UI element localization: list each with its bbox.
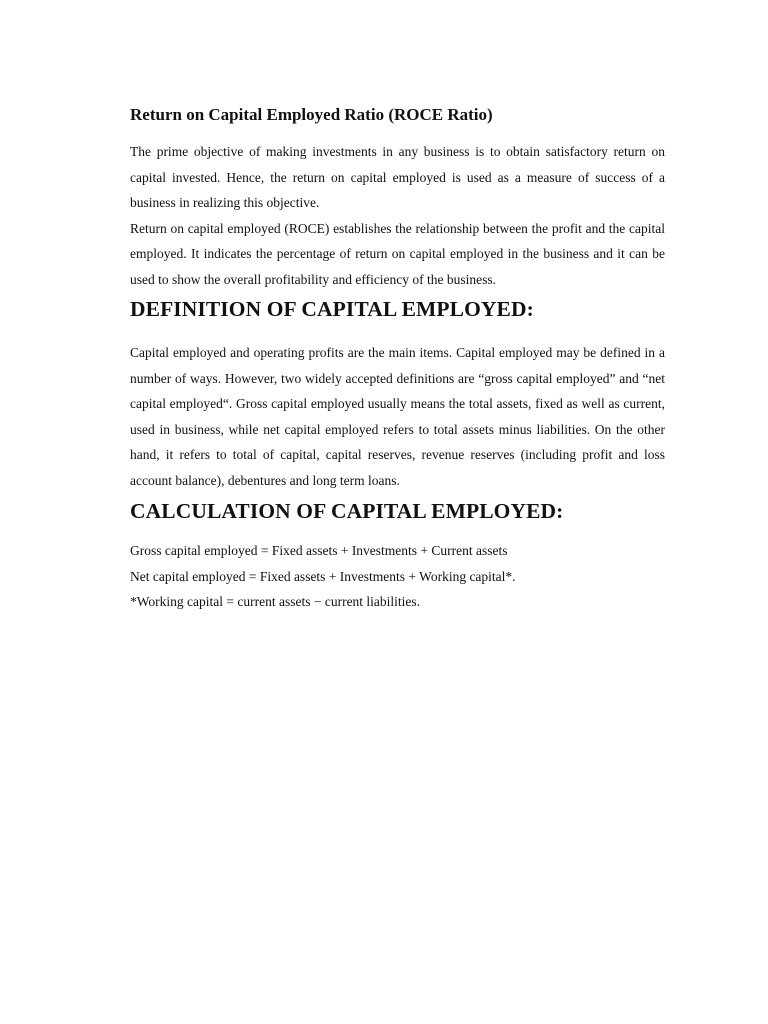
intro-paragraph-1: The prime objective of making investments in any business is to obtain satisfactory return on capital invested. Hence, the return on capital employed is used as a measure of success of a business in realizing this objective. (130, 144, 665, 210)
intro-paragraph-2: Return on capital employed (ROCE) establishes the relationship between the profit and the capital employed. It indicates the percentage of return on capital employed in the business and it can be used to show the overall profitability and efficiency of the business. (130, 220, 665, 287)
document-title: Return on Capital Employed Ratio (ROCE Ratio) (130, 105, 493, 124)
calculation-heading: CALCULATION OF CAPITAL EMPLOYED: (130, 499, 564, 523)
calculation-line-gross: Gross capital employed = Fixed assets + Investments + Current assets (130, 543, 508, 558)
calculation-line-working-capital: *Working capital = current assets − current liabilities. (130, 594, 421, 609)
calculation-line-net: Net capital employed = Fixed assets + Investments + Working capital*. (130, 568, 516, 584)
document-page (130, 100, 665, 615)
definition-paragraph: Capital employed and operating profits are the main items. Capital employed may be defined in a number of ways. However, two widely accepted definitions are “gross capital employed” and “net capital employed“. Gross capital employed usually means the total assets, fixed as well as current, used in business, while net capital employed refers to total assets minus liabilities. On the other hand, it refers to total of capital, capital reserves, revenue reserves (including profit and loss account balance), debentures and long term loans. (130, 345, 665, 488)
definition-heading: DEFINITION OF CAPITAL EMPLOYED: (130, 297, 534, 321)
calculation-list (130, 538, 665, 615)
